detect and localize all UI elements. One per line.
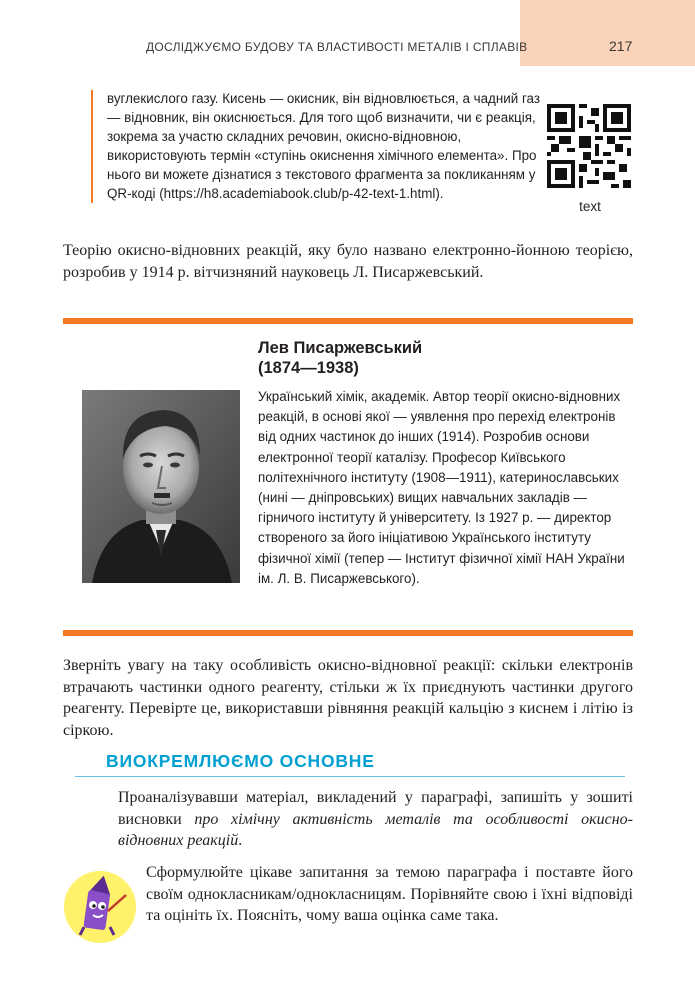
section-underline: [75, 776, 625, 777]
bio-name: Лев Писаржевський: [258, 339, 423, 357]
page-number: 217: [609, 38, 633, 54]
bio-text: Український хімік, академік. Автор теорії окисно-відновних реакцій, в основі якої — уявлення про перехід електронів від одних частинок до інших (1914). Розробив основи електронної теорії каталізу. Професор Київського політехнічного інституту (1908—1911), катеринославських (нині — дніпровських) вищих навчальних закладів — гірничого інституту й університету. Із 1927 р. — директор створеного за його ініціативою Українського інституту фізичної хімії (тепер — Інститут фізичної хімії НАН України ім. Л. В. Писаржевського).: [258, 389, 625, 586]
bio-years: (1874—1938): [258, 358, 359, 377]
bio-heading: [258, 339, 422, 378]
portrait-photo: [82, 390, 240, 583]
section-text-start: Проаналізувавши матеріал, викладений у параграфі, запишіть у зошиті висновки: [118, 789, 633, 828]
bio-top-divider: [63, 318, 633, 324]
paragraph-electrons: Зверніть увагу на таку особливість окисно-відновної реакції: скільки електронів втрачають частинки одного реагенту, стільки ж їх приєднують частинки другого реагенту. Перевірте це, використавши рівняння реакцій кальцію з киснем і літію із сіркою.: [63, 657, 633, 739]
section-text-end: .: [238, 832, 243, 849]
pencil-character-icon: [62, 869, 138, 945]
section-text: [118, 787, 633, 852]
page-corner-decoration: [520, 0, 695, 66]
paragraph-theory: Теорію окисно-відновних реакцій, яку було названо електронно-йонною теорією, розробив у 1914 р. вітчизняний науковець Л. Писаржевський.: [63, 242, 633, 281]
qr-code-icon[interactable]: [547, 104, 631, 188]
section-text-italic: про хімічну активність металів та особливості окисно-відновних реакцій: [118, 810, 633, 849]
running-header: ДОСЛІДЖУЄМО БУДОВУ ТА ВЛАСТИВОСТІ МЕТАЛІВ І СПЛАВІВ: [146, 40, 528, 54]
sidebar-note: вуглекислого газу. Кисень — окисник, він відновлюється, а чадний газ — відновник, він окиснюється. Для того щоб визначити, чи є реакція, зокрема за участю складних речовин, окисно-відновною, використовують термін «ступінь окиснення хімічного елемента». Про нього ви можете дізнатися з текстового фрагмента за покликанням у QR-коді (https://h8.academiabook.club/p-42-text-1.html).: [91, 90, 547, 203]
bio-bottom-divider: [63, 630, 633, 636]
qr-label: text: [579, 199, 601, 214]
section-title: ВИОКРЕМЛЮЄМО ОСНОВНЕ: [106, 751, 375, 771]
task-text: Сформулюйте цікаве запитання за темою параграфа і поставте його своїм однокласникам/однокласницям. Порівняйте свою і їхні відповіді та оцініть їх. Поясніть, чому ваша оцінка саме така.: [146, 864, 633, 924]
